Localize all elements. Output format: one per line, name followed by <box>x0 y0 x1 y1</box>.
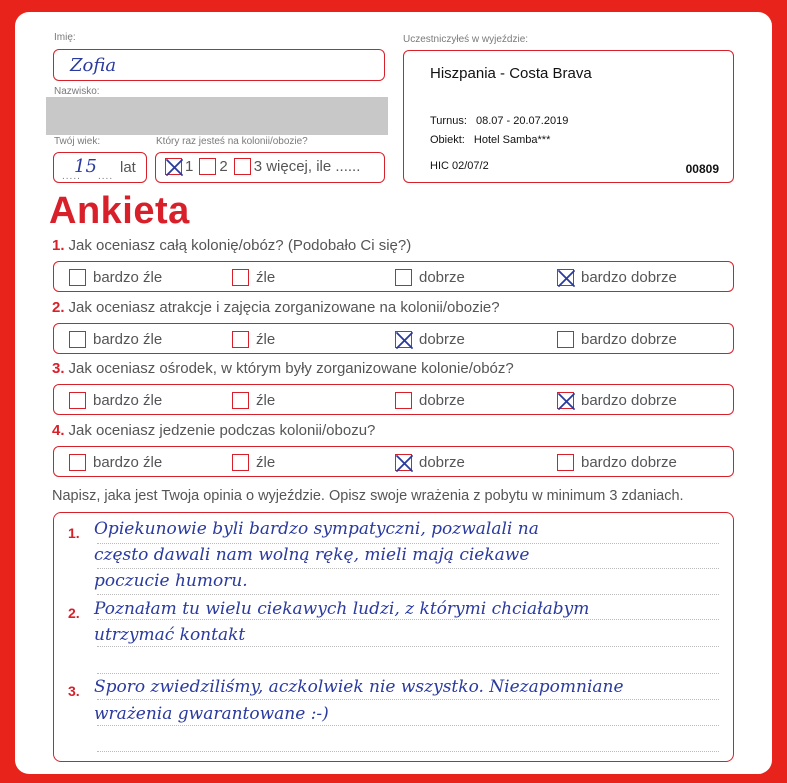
rating-checkbox[interactable] <box>232 392 249 409</box>
rating-option-2[interactable] <box>232 329 275 349</box>
rating-checkbox[interactable] <box>395 454 412 471</box>
answer-row-4 <box>53 446 734 477</box>
age-field[interactable] <box>53 152 147 183</box>
times-checkbox-1[interactable] <box>165 158 182 175</box>
name-field[interactable] <box>53 49 385 81</box>
rating-checkbox[interactable] <box>69 392 86 409</box>
name-value: Zofia <box>70 55 117 76</box>
question-text: Jak oceniasz całą kolonię/obóz? (Podobało Ci się?) <box>68 237 412 254</box>
rating-checkbox[interactable] <box>232 269 249 286</box>
rating-option-4[interactable] <box>557 452 677 472</box>
obiekt-label: Obiekt: <box>430 134 465 146</box>
handwritten-line: często dawali nam wolną rękę, mieli mają ciekawe <box>94 545 530 565</box>
answer-number: 2. <box>68 605 80 621</box>
age-value: 15 <box>74 156 97 177</box>
question-text: Jak oceniasz jedzenie podczas kolonii/obozu? <box>68 422 376 439</box>
rating-option-2[interactable] <box>232 452 275 472</box>
answer-row-3 <box>53 384 734 415</box>
times-option-2[interactable] <box>199 158 227 175</box>
rating-label: bardzo dobrze <box>581 453 677 471</box>
rating-label: bardzo źle <box>93 268 163 286</box>
times-checkbox-2[interactable] <box>199 158 216 175</box>
rating-option-2[interactable] <box>232 267 275 287</box>
rating-label: źle <box>256 453 276 471</box>
handwritten-line: utrzymać kontakt <box>94 625 246 645</box>
rating-option-3[interactable] <box>395 267 465 287</box>
trip-destination: Hiszpania - Costa Brava <box>430 65 592 82</box>
question-text: Jak oceniasz ośrodek, w którym były zorganizowane kolonie/obóz? <box>68 360 514 377</box>
obiekt-value: Hotel Samba*** <box>473 134 551 146</box>
rating-label: dobrze <box>419 330 465 348</box>
writing-line <box>97 543 719 544</box>
rating-checkbox[interactable] <box>557 392 574 409</box>
rating-label: bardzo źle <box>93 391 163 409</box>
rating-label: bardzo dobrze <box>581 330 677 348</box>
opinion-prompt: Napisz, jaka jest Twoja opinia o wyjeździe. Opisz swoje wrażenia z pobytu w minimum 3 zdaniach. <box>52 488 684 504</box>
rating-checkbox[interactable] <box>69 454 86 471</box>
question-text: Jak oceniasz atrakcje i zajęcia zorganizowane na kolonii/obozie? <box>68 299 500 316</box>
survey-sheet <box>15 12 772 774</box>
question-number: 3. <box>52 360 65 377</box>
times-option-label: 3 więcej, ile ...... <box>253 158 361 175</box>
question-number: 4. <box>52 422 65 439</box>
times-field <box>155 152 385 183</box>
age-dots-right: .... <box>98 171 114 182</box>
rating-checkbox[interactable] <box>69 331 86 348</box>
rating-label: źle <box>256 391 276 409</box>
question-2 <box>52 299 500 316</box>
trip-code: HIC 02/07/2 <box>430 160 489 172</box>
rating-checkbox[interactable] <box>557 454 574 471</box>
rating-checkbox[interactable] <box>557 331 574 348</box>
trip-turnus <box>430 115 568 127</box>
turnus-label: Turnus: <box>430 115 467 127</box>
trip-info-box <box>403 50 734 183</box>
question-number: 1. <box>52 237 65 254</box>
surname-redaction <box>46 97 388 135</box>
handwritten-line: Opiekunowie byli bardzo sympatyczni, pozwalali na <box>94 519 539 539</box>
rating-label: bardzo dobrze <box>581 391 677 409</box>
rating-option-1[interactable] <box>69 329 162 349</box>
times-option-label: 1 <box>185 158 194 175</box>
rating-checkbox[interactable] <box>69 269 86 286</box>
turnus-value: 08.07 - 20.07.2019 <box>475 115 569 127</box>
opinion-answers-box[interactable] <box>53 512 734 762</box>
rating-option-4[interactable] <box>557 390 677 410</box>
rating-label: dobrze <box>419 268 465 286</box>
rating-option-1[interactable] <box>69 267 162 287</box>
survey-title: Ankieta <box>49 190 190 232</box>
handwritten-line: poczucie humoru. <box>94 571 248 591</box>
answer-number: 1. <box>68 525 80 541</box>
rating-checkbox[interactable] <box>395 269 412 286</box>
writing-line <box>97 673 719 674</box>
trip-obiekt <box>430 134 550 146</box>
writing-line <box>97 725 719 726</box>
trip-number: 00809 <box>685 162 719 176</box>
times-checkbox-3[interactable] <box>234 158 251 175</box>
question-3 <box>52 360 514 377</box>
question-1 <box>52 237 411 254</box>
rating-option-3[interactable] <box>395 390 465 410</box>
rating-checkbox[interactable] <box>395 331 412 348</box>
answer-row-1 <box>53 261 734 292</box>
age-dots-left: ..... <box>62 171 81 182</box>
writing-line <box>97 594 719 595</box>
rating-checkbox[interactable] <box>557 269 574 286</box>
rating-label: bardzo źle <box>93 453 163 471</box>
surname-label: Nazwisko: <box>54 86 100 97</box>
rating-option-3[interactable] <box>395 452 465 472</box>
rating-option-1[interactable] <box>69 452 162 472</box>
times-option-1[interactable] <box>165 158 193 175</box>
handwritten-line: Sporo zwiedziliśmy, aczkolwiek nie wszystko. Niezapomniane <box>94 677 624 697</box>
rating-option-4[interactable] <box>557 267 677 287</box>
writing-line <box>97 699 719 700</box>
rating-label: bardzo źle <box>93 330 163 348</box>
rating-option-2[interactable] <box>232 390 275 410</box>
writing-line <box>97 646 719 647</box>
answer-row-2 <box>53 323 734 354</box>
rating-label: dobrze <box>419 391 465 409</box>
rating-option-1[interactable] <box>69 390 162 410</box>
writing-line <box>97 619 719 620</box>
question-4 <box>52 422 375 439</box>
rating-checkbox[interactable] <box>232 454 249 471</box>
rating-option-4[interactable] <box>557 329 677 349</box>
rating-label: bardzo dobrze <box>581 268 677 286</box>
name-label: Imię: <box>54 32 76 43</box>
age-label: Twój wiek: <box>54 136 101 147</box>
rating-checkbox[interactable] <box>395 392 412 409</box>
rating-checkbox[interactable] <box>232 331 249 348</box>
rating-option-3[interactable] <box>395 329 465 349</box>
times-options <box>165 158 360 175</box>
writing-line <box>97 568 719 569</box>
answer-number: 3. <box>68 683 80 699</box>
times-label: Który raz jesteś na kolonii/obozie? <box>156 136 308 147</box>
handwritten-line: wrażenia gwarantowane :-) <box>94 704 329 724</box>
times-option-3[interactable] <box>234 158 361 175</box>
rating-label: źle <box>256 330 276 348</box>
times-option-label: 2 <box>219 158 228 175</box>
question-number: 2. <box>52 299 65 316</box>
rating-label: źle <box>256 268 276 286</box>
rating-label: dobrze <box>419 453 465 471</box>
trip-label: Uczestniczyłeś w wyjeździe: <box>403 34 529 45</box>
handwritten-line: Poznałam tu wielu ciekawych ludzi, z którymi chciałabym <box>94 599 590 619</box>
age-unit: lat <box>120 159 136 176</box>
writing-line <box>97 751 719 752</box>
